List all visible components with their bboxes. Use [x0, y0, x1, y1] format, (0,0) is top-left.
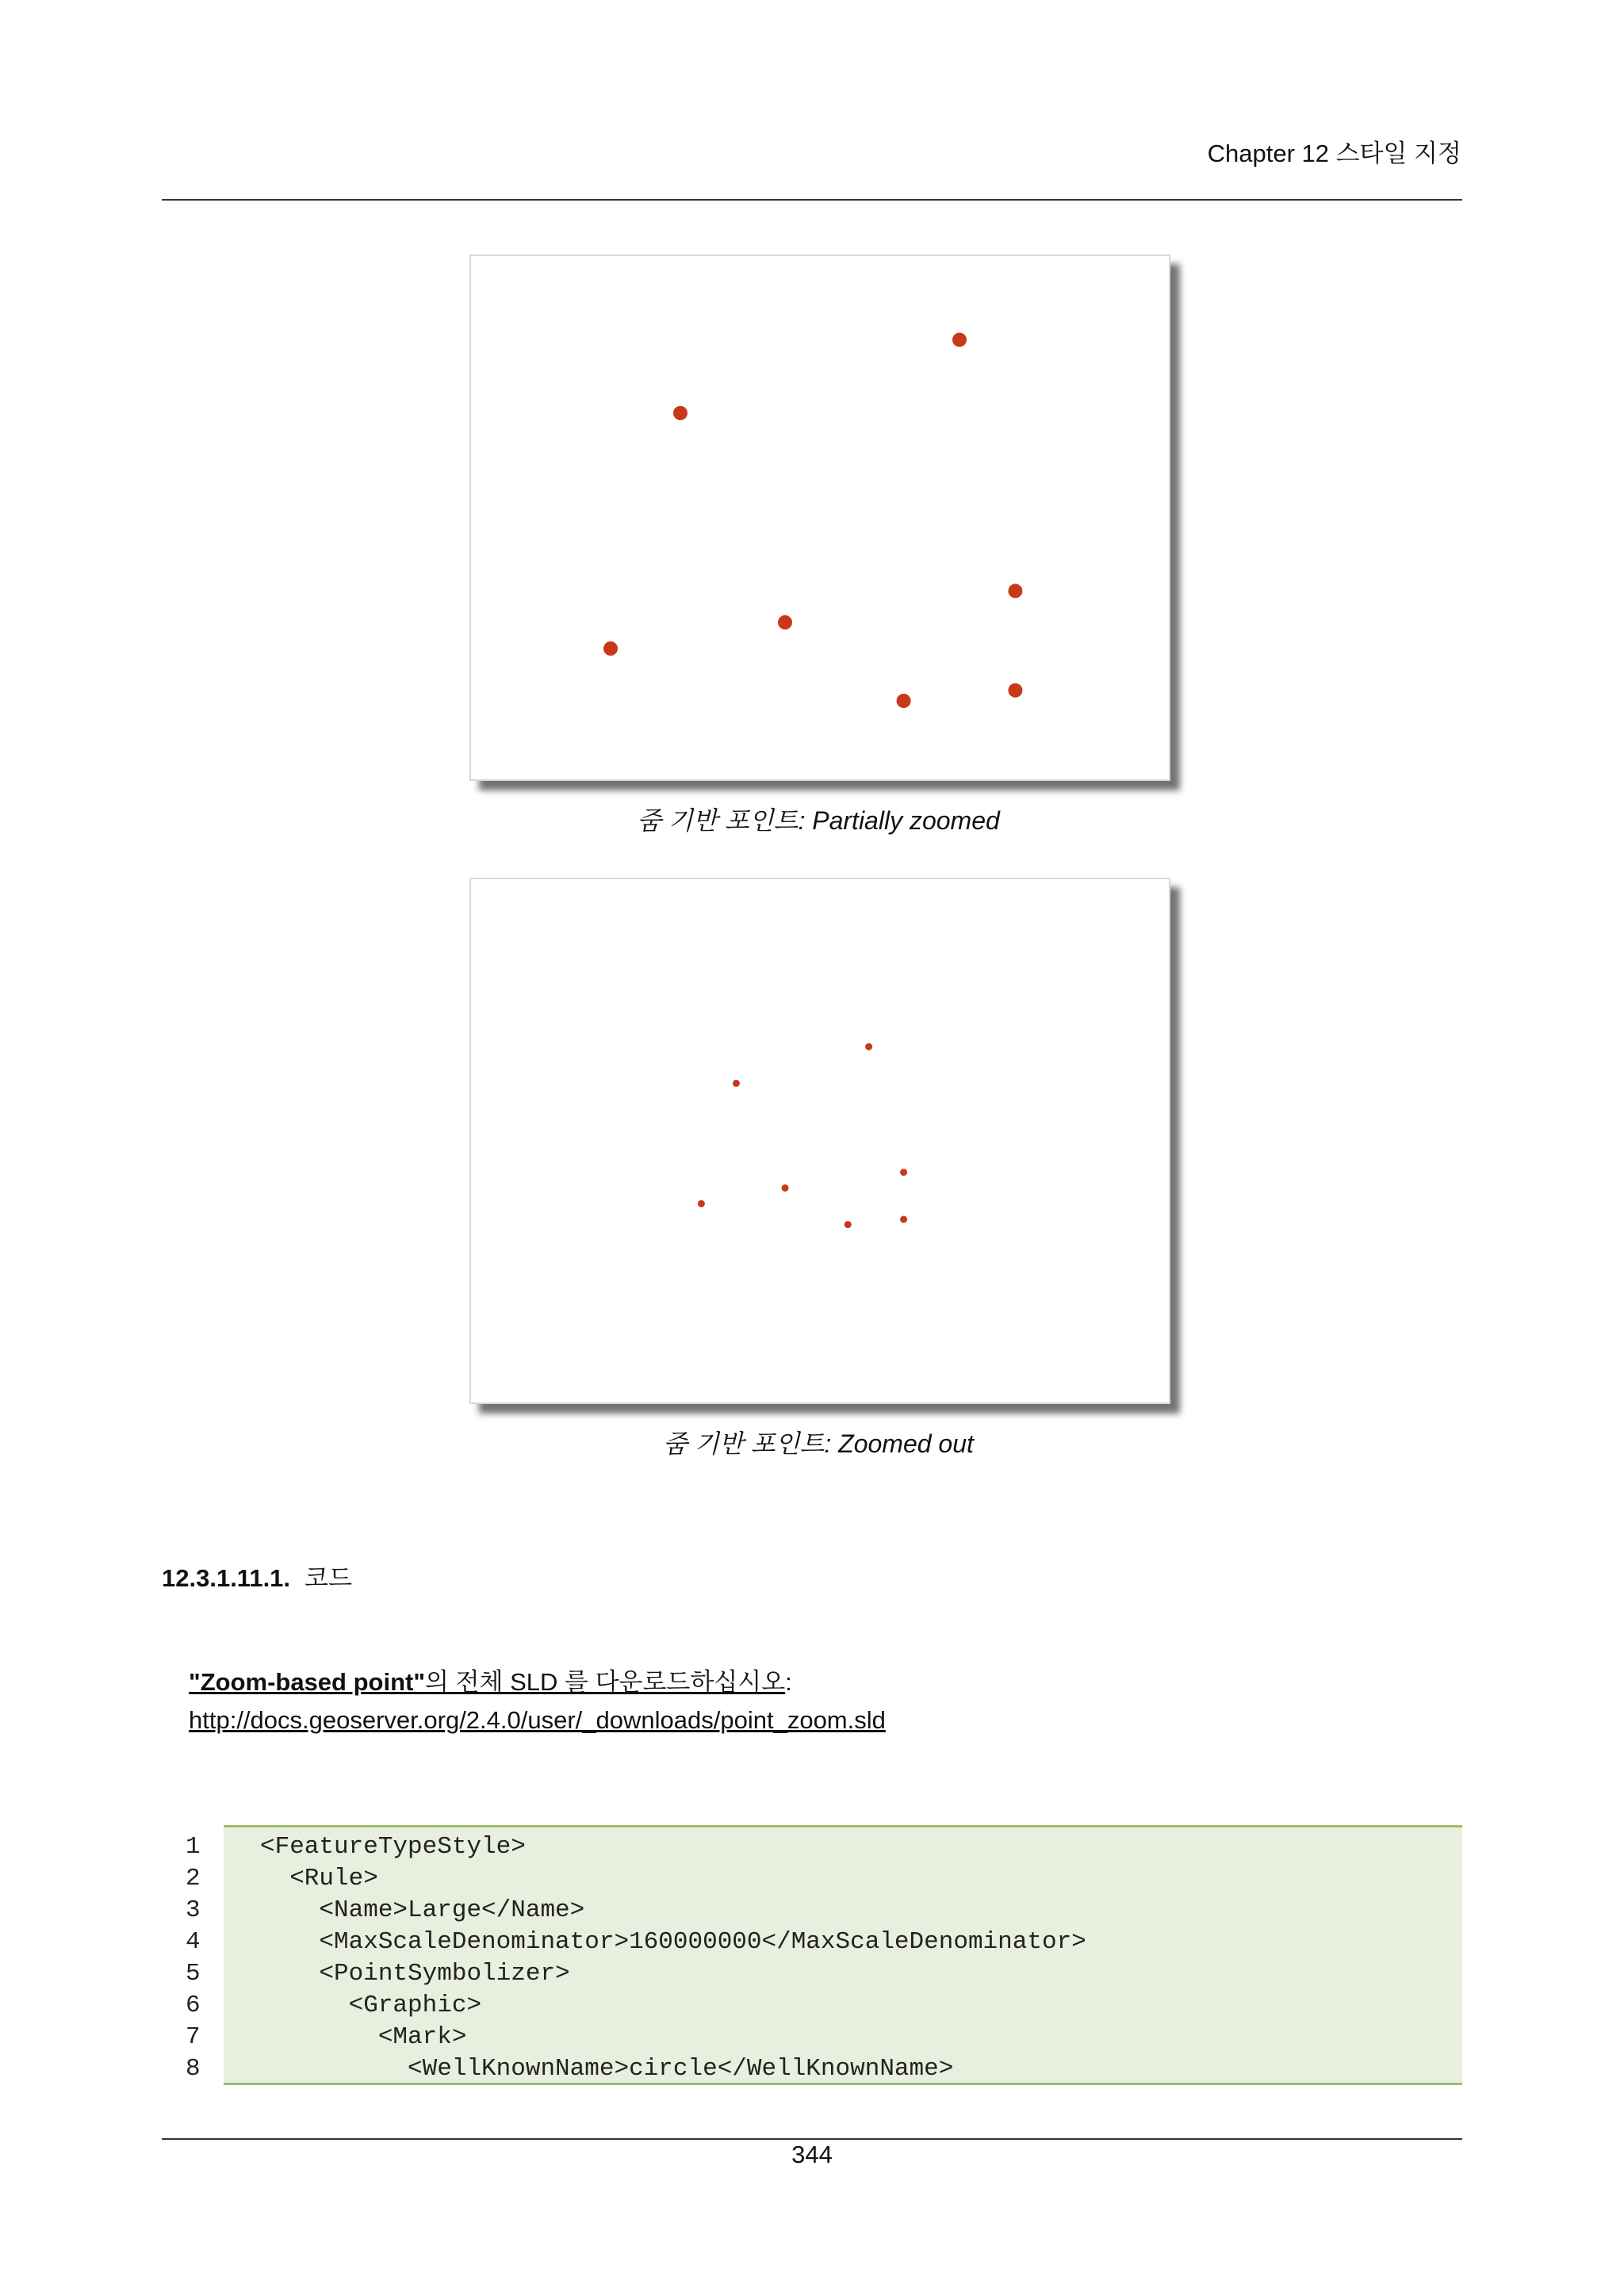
- line-number: 2: [186, 1865, 201, 1892]
- point-marker: [897, 694, 911, 708]
- header-rule: [162, 199, 1462, 201]
- download-name: "Zoom-based point": [189, 1668, 426, 1696]
- line-number: 1: [186, 1833, 201, 1861]
- download-link[interactable]: http://docs.geoserver.org/2.4.0/user/_downloads/point_zoom.sld: [189, 1706, 886, 1734]
- point-marker: [900, 1169, 907, 1176]
- page-number: 344: [791, 2141, 833, 2168]
- line-number: 5: [186, 1960, 201, 1988]
- point-marker: [1008, 683, 1022, 698]
- points-map-partially-zoomed: [471, 256, 1169, 779]
- caption-ko: 줌 기반 포인트:: [637, 806, 813, 835]
- download-desc: 의 전체 SLD 를 다운로드하십시오: [425, 1668, 786, 1696]
- point-marker: [1008, 584, 1022, 598]
- code-text: <Rule>: [260, 1865, 378, 1892]
- line-number: 8: [186, 2055, 201, 2083]
- points-map-zoomed-out: [471, 879, 1169, 1402]
- point-marker: [845, 1221, 852, 1228]
- code-text: <FeatureTypeStyle>: [260, 1833, 526, 1861]
- code-text: <Mark>: [260, 2023, 467, 2051]
- download-colon: :: [785, 1668, 792, 1696]
- line-number: 7: [186, 2023, 201, 2051]
- caption-en: Zoomed out: [838, 1429, 974, 1458]
- point-marker: [900, 1216, 907, 1223]
- section-heading: [162, 1558, 352, 1594]
- download-paragraph: [189, 1663, 886, 1739]
- code-text: <PointSymbolizer>: [260, 1960, 570, 1988]
- point-marker: [603, 641, 618, 656]
- section-title: 코드: [304, 1564, 352, 1592]
- point-marker: [778, 615, 792, 629]
- figure-caption-zoomed-out: [469, 1424, 1167, 1460]
- line-number: 4: [186, 1928, 201, 1956]
- point-marker: [673, 406, 688, 420]
- line-number: 3: [186, 1896, 201, 1924]
- code-text: <Name>Large</Name>: [260, 1896, 585, 1924]
- caption-ko: 줌 기반 포인트:: [663, 1429, 839, 1458]
- point-marker: [698, 1200, 705, 1207]
- line-number: 6: [186, 1992, 201, 2019]
- figure-caption-partially-zoomed: [469, 801, 1167, 837]
- point-marker: [733, 1080, 740, 1087]
- caption-en: Partially zoomed: [812, 806, 1000, 835]
- chapter-header: Chapter 12 스타일 지정: [1207, 140, 1461, 167]
- footer-rule: [162, 2138, 1462, 2140]
- point-marker: [782, 1184, 789, 1192]
- figure-partially-zoomed: [469, 254, 1170, 781]
- figure-zoomed-out: [469, 878, 1170, 1404]
- code-text: <WellKnownName>circle</WellKnownName>: [260, 2055, 954, 2083]
- code-text: <Graphic>: [260, 1992, 482, 2019]
- point-marker: [865, 1043, 872, 1050]
- section-number: 12.3.1.11.1.: [162, 1564, 291, 1592]
- point-marker: [952, 333, 967, 347]
- code-text: <MaxScaleDenominator>160000000</MaxScaleDenominator>: [260, 1928, 1086, 1956]
- download-text: [189, 1668, 785, 1696]
